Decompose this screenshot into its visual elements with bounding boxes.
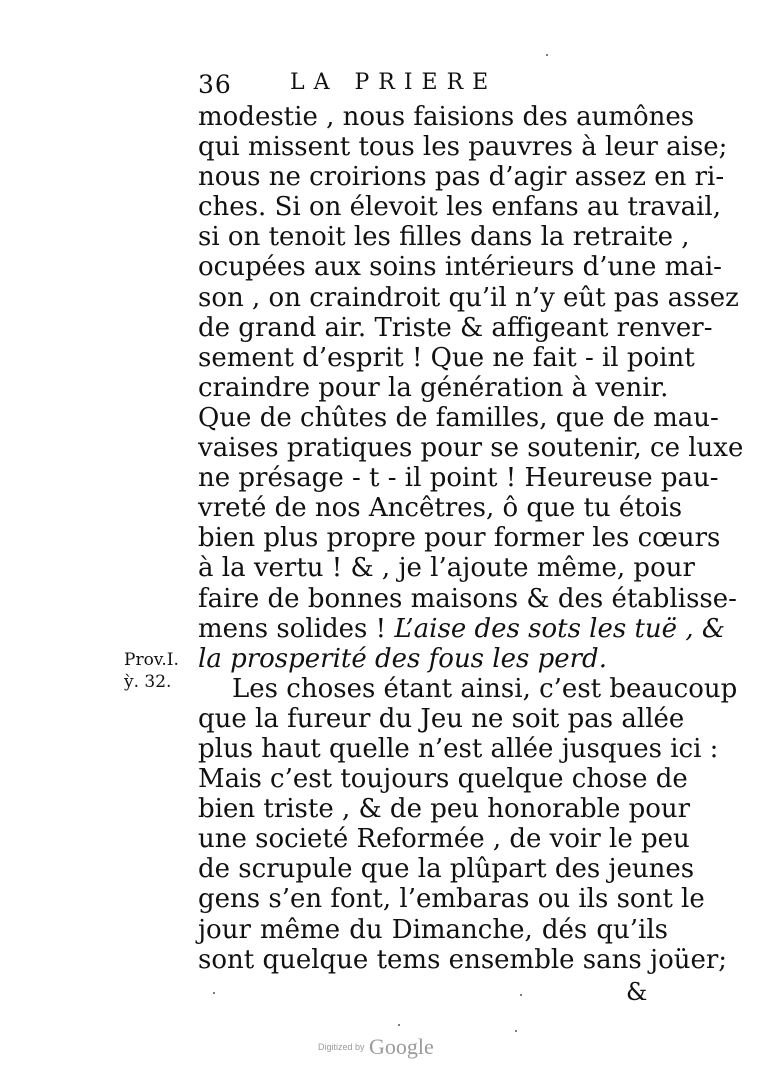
- catchword: &: [626, 978, 648, 1006]
- text-line: sement d’esprit ! Que ne fait - il point: [198, 342, 695, 373]
- text-line: faire de bonnes maisons & des établisse-: [198, 583, 737, 614]
- text-line: ocupées aux soins intérieurs d’une mai-: [198, 252, 722, 283]
- paper-speck: [515, 1030, 517, 1032]
- text-line: sont quelque tems ensemble sans joüer;: [198, 944, 728, 975]
- text-line: une societé Reformée , de voir le peu: [198, 824, 690, 855]
- margin-note-verse: ỳ. 32.: [124, 672, 172, 692]
- margin-note-reference: Prov.I.: [124, 650, 179, 670]
- text-line: que la fureur du Jeu ne soit pas allée: [198, 703, 685, 734]
- text-line: Que de chûtes de familles, que de mau-: [198, 402, 719, 433]
- running-title: LA PRIERE: [290, 70, 498, 95]
- paper-speck: [520, 994, 522, 996]
- page-header: [198, 70, 668, 102]
- text-line: si on tenoit les filles dans la retraite ,: [198, 222, 690, 253]
- body-text: [198, 102, 744, 975]
- text-line: Les choses étant ainsi, c’est beaucoup: [232, 673, 738, 704]
- paper-speck: [213, 992, 215, 994]
- footer-digitized-label: Digitized by: [318, 1042, 365, 1052]
- text-line: modestie , nous faisions des aumônes: [198, 102, 695, 132]
- text-line: Mais c’est toujours quelque chose de: [198, 764, 688, 795]
- text-line: qui missent tous les pauvres à leur aise;: [198, 132, 728, 163]
- text-line-italic-part: L’aise des sots les tuë , &: [386, 613, 725, 644]
- text-line: bien plus propre pour former les cœurs: [198, 523, 721, 554]
- text-line: gens s’en font, l’embaras ou ils sont le: [198, 884, 705, 915]
- text-line: [198, 613, 725, 644]
- text-line: ches. Si on élevoit les enfans au travail,: [198, 192, 721, 223]
- text-line: la prosperité des fous les perd.: [198, 643, 607, 674]
- text-line: plus haut quelle n’est allée jusques ici :: [198, 733, 719, 764]
- digitized-footer: [318, 1034, 434, 1060]
- text-line-roman-part: mens solides !: [198, 613, 387, 644]
- text-line: nous ne croirions pas d’agir assez en ri-: [198, 162, 725, 193]
- text-line: vreté de nos Ancêtres, ô que tu étois: [198, 493, 683, 524]
- text-line: jour même du Dimanche, dés qu’ils: [198, 914, 668, 945]
- text-line: craindre pour la génération à venir.: [198, 372, 669, 403]
- margin-note: [124, 649, 194, 693]
- paper-speck: [398, 1024, 400, 1026]
- text-line: de grand air. Triste & affigeant renver-: [198, 312, 713, 343]
- text-line: à la vertu ! & , je l’ajoute même, pour: [198, 553, 695, 584]
- footer-google-logo: Google: [368, 1034, 434, 1059]
- text-line: vaises pratiques pour se soutenir, ce luxe: [198, 433, 744, 464]
- text-line: bien triste , & de peu honorable pour: [198, 794, 691, 825]
- text-line: de scrupule que la plûpart des jeunes: [198, 854, 695, 885]
- page-number: 36: [198, 70, 232, 99]
- text-line: ne présage - t - il point ! Heureuse pau-: [198, 463, 719, 494]
- text-line: son , on craindroit qu’il n’y eût pas assez: [198, 282, 739, 313]
- paper-speck: [546, 54, 548, 56]
